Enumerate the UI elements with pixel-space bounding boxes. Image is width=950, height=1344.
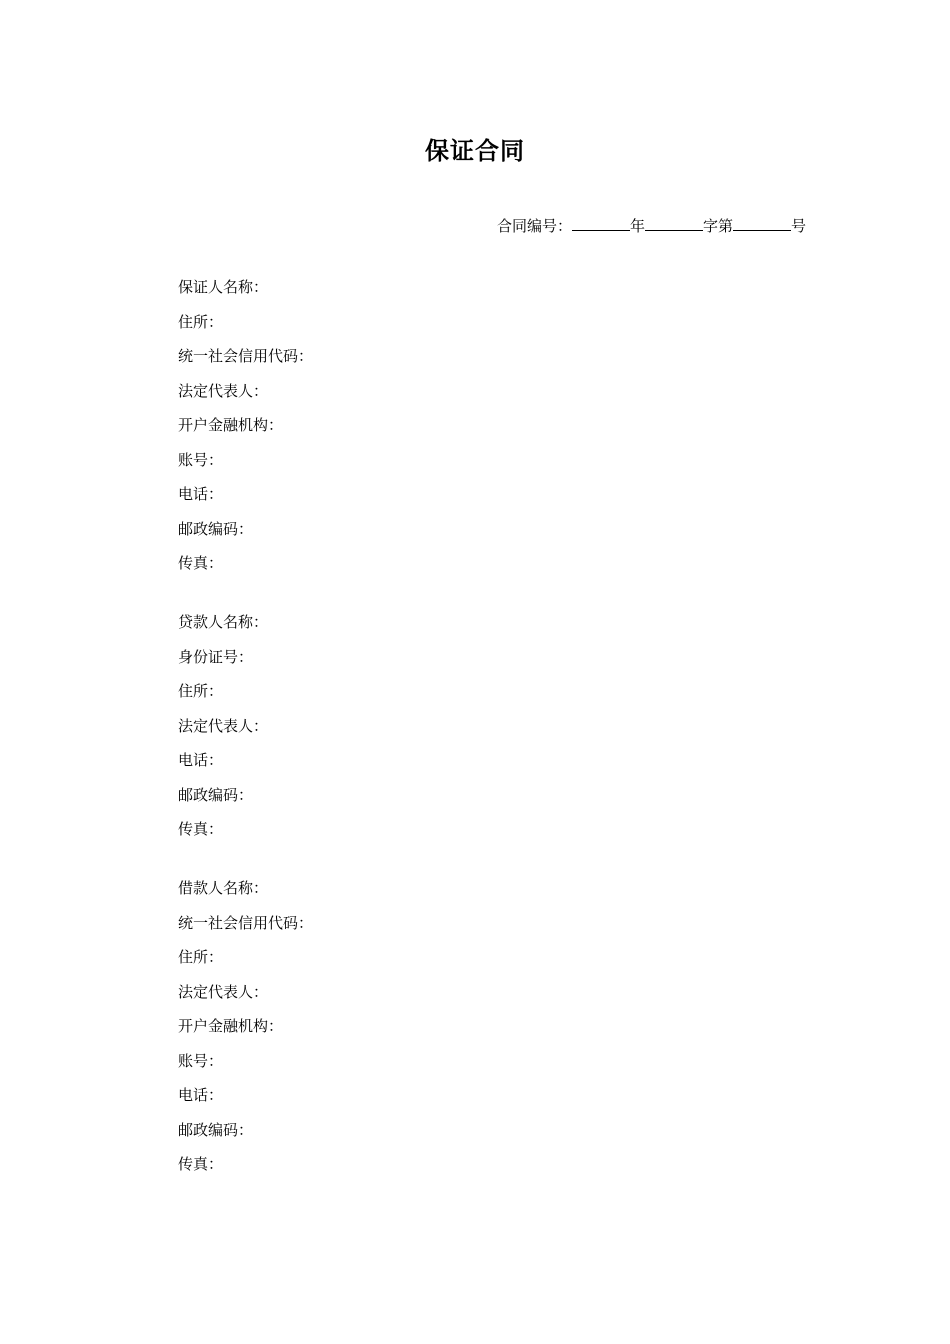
lender-id-field: 身份证号： xyxy=(178,647,254,666)
lender-address-field: 住所： xyxy=(178,682,224,700)
borrower-section xyxy=(178,878,313,1189)
contract-num-suffix: 号 xyxy=(790,217,806,235)
guarantor-fax-field: 传真： xyxy=(178,554,224,572)
borrower-legal-rep-field: 法定代表人： xyxy=(178,982,269,1001)
document-title: 保证合同 xyxy=(425,137,525,165)
borrower-account-field: 账号： xyxy=(178,1051,224,1070)
contract-number-line xyxy=(497,214,806,238)
contract-char-suffix: 字第 xyxy=(702,217,733,235)
guarantor-legal-rep-field: 法定代表人： xyxy=(178,381,269,400)
borrower-postcode-field: 邮政编码： xyxy=(178,1120,254,1139)
lender-postcode-field: 邮政编码： xyxy=(178,785,254,804)
guarantor-address-field: 住所： xyxy=(178,312,224,331)
borrower-name-field: 借款人名称： xyxy=(178,879,269,897)
contract-year-suffix: 年 xyxy=(629,217,645,235)
guarantor-bank-field: 开户金融机构： xyxy=(178,416,284,434)
guarantor-postcode-field: 邮政编码： xyxy=(178,519,254,538)
lender-name-field: 贷款人名称： xyxy=(178,613,269,631)
borrower-address-field: 住所： xyxy=(178,948,224,966)
borrower-phone-field: 电话： xyxy=(178,1086,224,1104)
lender-legal-rep-field: 法定代表人： xyxy=(178,716,269,735)
lender-fax-field: 传真： xyxy=(178,820,224,838)
lender-phone-field: 电话： xyxy=(178,751,224,769)
borrower-credit-code-field: 统一社会信用代码： xyxy=(178,913,314,932)
guarantor-name-field: 保证人名称： xyxy=(178,278,269,296)
guarantor-section xyxy=(178,277,313,588)
contract-num-blank xyxy=(733,215,791,231)
contract-number-label: 合同编号： xyxy=(496,217,572,235)
contract-year-blank xyxy=(572,215,630,231)
borrower-fax-field: 传真： xyxy=(178,1155,224,1173)
guarantor-account-field: 账号： xyxy=(178,450,224,469)
guarantor-phone-field: 电话： xyxy=(178,485,224,503)
borrower-bank-field: 开户金融机构： xyxy=(178,1017,284,1035)
lender-section xyxy=(178,612,268,854)
guarantor-credit-code-field: 统一社会信用代码： xyxy=(178,347,314,365)
contract-char-blank xyxy=(645,215,703,231)
